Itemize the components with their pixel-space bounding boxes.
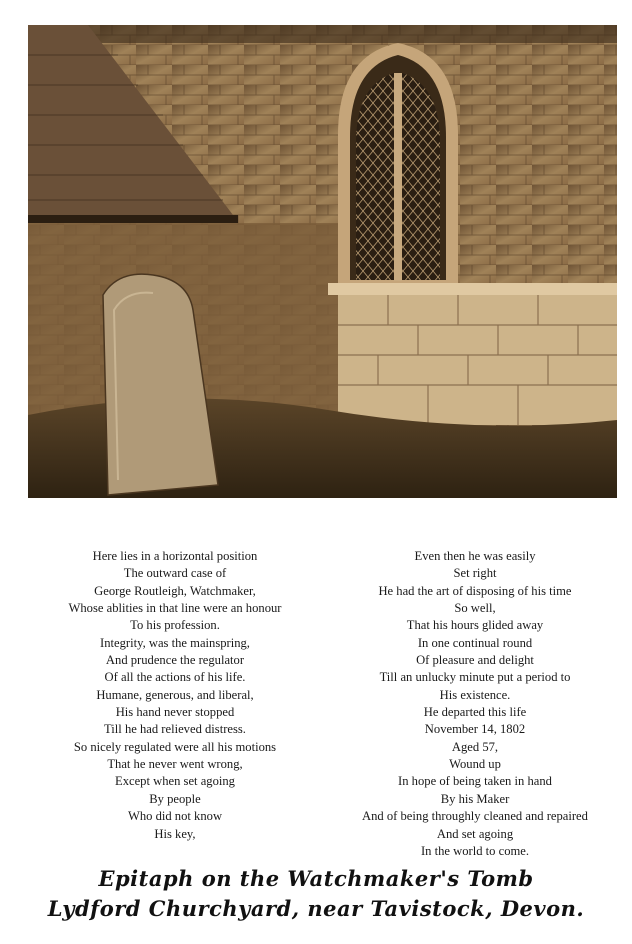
epitaph-line: And set agoing <box>436 826 514 841</box>
epitaph-line: Who did not know <box>127 809 223 824</box>
epitaph-line: Except when set agoing <box>115 774 235 789</box>
epitaph-line: He departed this life <box>423 705 527 720</box>
caption-location: Lydford Churchyard, near Tavistock, Devon. <box>47 896 585 921</box>
epitaph-line: By people <box>149 791 201 806</box>
epitaph-text <box>0 548 632 868</box>
churchyard-photo <box>28 25 617 498</box>
epitaph-line: His hand never stopped <box>115 705 235 720</box>
epitaph-line: Wound up <box>449 757 501 772</box>
epitaph-line: That his hours glided away <box>406 618 544 633</box>
epitaph-line: That he never went wrong, <box>107 757 243 772</box>
epitaph-right-column <box>330 548 620 860</box>
epitaph-line: Aged 57, <box>451 739 499 754</box>
epitaph-line: His existence. <box>439 687 511 702</box>
epitaph-line: And of being throughly cleaned and repaired <box>362 809 588 824</box>
churchyard-photo-icon <box>28 25 617 498</box>
epitaph-line: Integrity, was the mainspring, <box>100 635 250 650</box>
caption-title: Epitaph on the Watchmaker's Tomb <box>98 866 534 891</box>
epitaph-line: By his Maker <box>440 791 510 806</box>
epitaph-line: His key, <box>154 826 196 841</box>
epitaph-line: The outward case of <box>123 566 227 581</box>
epitaph-line: He had the art of disposing of his time <box>378 583 572 598</box>
epitaph-line: George Routleigh, Watchmaker, <box>94 583 256 598</box>
epitaph-line: Whose ablities in that line were an honour <box>68 601 282 616</box>
epitaph-line: In hope of being taken in hand <box>398 774 552 789</box>
epitaph-line: Humane, generous, and liberal, <box>96 687 254 702</box>
epitaph-line: Of pleasure and delight <box>416 653 534 668</box>
epitaph-line: Till he had relieved distress. <box>104 722 246 737</box>
epitaph-line: Till an unlucky minute put a period to <box>379 670 571 685</box>
epitaph-left-column <box>30 548 320 843</box>
epitaph-line: In one continual round <box>417 635 533 650</box>
epitaph-line: So well, <box>454 601 496 616</box>
epitaph-line: November 14, 1802 <box>424 722 526 737</box>
epitaph-line: In the world to come. <box>420 843 530 858</box>
epitaph-line: Here lies in a horizontal position <box>92 549 258 563</box>
epitaph-line: So nicely regulated were all his motions <box>73 739 277 754</box>
epitaph-line: To his profession. <box>130 618 220 633</box>
epitaph-line: Set right <box>453 566 497 581</box>
epitaph-line: Even then he was easily <box>414 549 536 563</box>
epitaph-line: Of all the actions of his life. <box>104 670 246 685</box>
epitaph-line: And prudence the regulator <box>105 653 245 668</box>
